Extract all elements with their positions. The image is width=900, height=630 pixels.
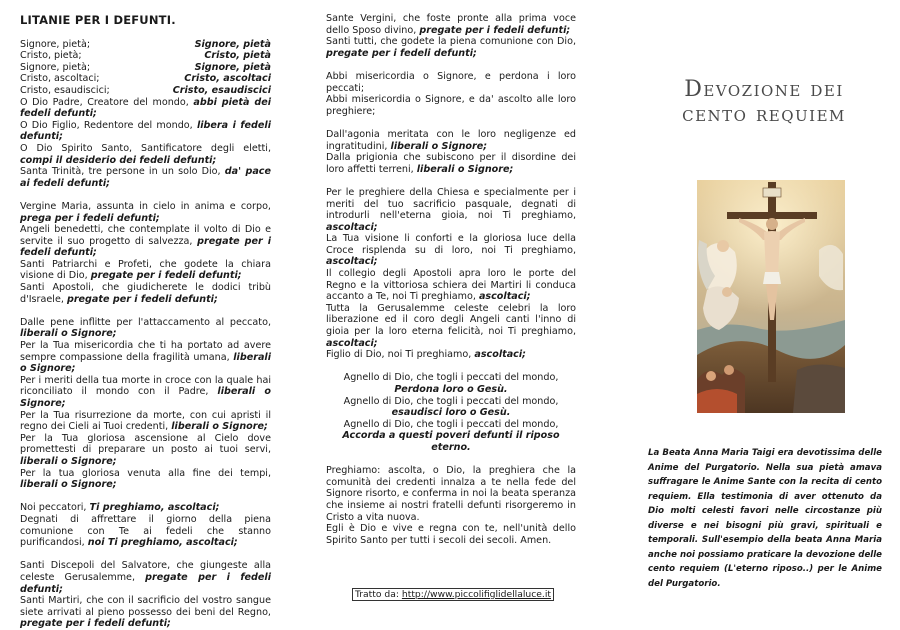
trinity-block (20, 97, 271, 190)
invocation-paragraph (326, 152, 576, 175)
church-block (326, 187, 576, 361)
invocation-response: ascoltaci; (326, 337, 378, 349)
invocation-response: pregate per i fedeli defunti; (20, 235, 271, 259)
invocation-response: libera i fedeli defunti; (20, 119, 271, 143)
invocation-text: Per la Tua misericordia che ti ha portato ad avere sempre compassione della fragilità umana, (20, 340, 271, 363)
invocation-response: liberali o Signore; (20, 351, 271, 375)
invocation-text: Per la Tua gloriosa ascensione al Cielo dove promettesti di preparare un posto ai tuoi servi, (20, 432, 271, 456)
invocation-response: liberali o Signore; (390, 140, 488, 152)
invocation-paragraph (326, 36, 576, 59)
crucifixion-image (697, 180, 845, 413)
invocation-response: ascoltaci; (326, 221, 378, 233)
invocation-row (20, 50, 271, 62)
invocation-text: Per i meriti della tua morte in croce con la quale hai riconciliato il mondo con il Padre, (20, 374, 271, 398)
invocation-response: Signore, pietà (194, 38, 271, 50)
source-label: Tratto da: (355, 589, 402, 600)
invocation-paragraph (20, 502, 271, 514)
invocation-text: Il collegio degli Apostoli apra loro le porte del Regno e la vittoriosa schiera dei Martiri li conduca accanto a Te, noi Ti preghiamo, (326, 268, 576, 303)
invocation-text: Per la tua gloriosa venuta alla fine dei tempi, (20, 467, 271, 479)
crucifixion-painting (697, 180, 845, 413)
invocation-paragraph (20, 433, 271, 468)
invocation-text: Santi Patriarchi e Profeti, che godete la chiara visione di Dio, (20, 258, 271, 282)
prayer-paragraph: Egli è Dio e vive e regna con te, nell'unità dello Spirito Santo per tutti i secoli dei secoli. Amen. (326, 523, 576, 546)
virgins-block (326, 13, 576, 59)
invocation-row (20, 62, 271, 74)
agony-block (326, 129, 576, 175)
prayer-paragraph: Preghiamo: ascolta, o Dio, la preghiera che la comunità dei credenti innalza a te nella fede del Signore risorto, e conferma in noi la beata speranza che insieme ai nostri fratelli defunti risorgeremo in Cristo a vita nuova. (326, 465, 576, 523)
invocation-paragraph (326, 129, 576, 152)
invocation-paragraph (20, 560, 271, 595)
invocation-response: Cristo, pietà (204, 50, 271, 62)
invocation-text: Degnati di affrettare il giorno della piena comunione con Te ai fedeli che stanno purificandosi, (20, 513, 271, 549)
invocation-text: O Dio Figlio, Redentore del mondo, (20, 119, 197, 131)
invocation-paragraph (20, 317, 271, 340)
invocation-paragraph (20, 514, 271, 549)
invocation-response: pregate per i fedeli defunti; (326, 47, 477, 59)
invocation-text: Dalle pene inflitte per l'attaccamento al peccato, (20, 316, 271, 328)
invocation-response: Ti preghiamo, ascoltaci; (89, 502, 220, 514)
invocation-paragraph (326, 71, 576, 94)
invocation-text: Cristo, esaudiscici; (20, 84, 110, 96)
invocation-text: Santa Trinità, tre persone in un solo Dio, (20, 166, 225, 178)
invocation-paragraph (20, 166, 271, 189)
invocation-response: abbi pietà dei fedeli defunti; (20, 96, 271, 120)
invocation-text: Sante Vergini, che foste pronte alla prima voce dello Sposo divino, (326, 13, 576, 36)
disciples-block (20, 560, 271, 630)
mercy-block (20, 317, 271, 491)
invocation-paragraph (20, 201, 271, 224)
invocation-paragraph (20, 410, 271, 433)
sinners-block (20, 502, 271, 548)
invocation-response: noi Ti preghiamo, ascoltaci; (87, 537, 238, 549)
invocation-text: Per le preghiere della Chiesa e specialmente per i meriti del tuo sacrificio pasquale, degnati di introdurli nell'eterna gioia, noi Ti preghiamo, (326, 186, 576, 222)
description-caption: La Beata Anna Maria Taigi era devotissima delle Anime del Purgatorio. Nella sua pietà amava suffragare le Anime Sante con la recita di cento requiem. Ella testimonia di aver ottenuto da Dio molti celesti favori nelle circostanze più diverse e nei bisogni più gravi, spirituali e temporali. Sull'esempio della beata Anna Maria anche noi possiamo praticare la devozione delle cento requiem (L'eterno riposo..) per le Anime del Purgatorio. (648, 448, 882, 589)
invocation-paragraph (326, 13, 576, 36)
source-link[interactable]: http://www.piccolifiglidellaluce.it (401, 589, 551, 600)
invocation-response: da' pace ai fedeli defunti; (20, 166, 271, 189)
invocation-response: compi il desiderio dei fedeli defunti; (20, 154, 217, 166)
invocation-text: Cristo, ascoltaci; (20, 73, 100, 85)
closing-prayer (326, 465, 576, 546)
invocation-response: ascoltaci; (326, 256, 378, 268)
agnus-dei-line: Agnello di Dio, che togli i peccati del mondo, (343, 395, 559, 407)
litany-heading: LITANIE PER I DEFUNTI. (20, 13, 176, 27)
invocation-paragraph (20, 259, 271, 282)
invocation-row (20, 85, 271, 97)
invocation-text: Tutta la Gerusalemme celeste celebri la loro liberazione ed il coro degli Angeli canti l'inno di gioia per la loro eterna felicità, noi Ti preghiamo, (326, 302, 576, 338)
invocation-text: Noi peccatori, (20, 502, 90, 514)
invocation-text: Per la Tua risurrezione da morte, con cui apristi il regno dei Cieli ai Tuoi credenti, (20, 409, 271, 433)
invocation-text: Santi Discepoli del Salvatore, che giungeste alla celeste Gerusalemme, (20, 560, 271, 583)
invocation-text: Signore, pietà; (20, 61, 91, 73)
invocation-text: Vergine Maria, assunta in cielo in anima e corpo, (20, 200, 271, 212)
invocation-row (20, 73, 271, 85)
brochure-title (628, 77, 900, 127)
invocation-response: Signore, pietà (194, 61, 271, 73)
invocation-response: Cristo, esaudiscici (172, 84, 271, 96)
invocation-text: O Dio Spirito Santo, Santificatore degli eletti, (20, 142, 271, 154)
invocation-paragraph (20, 595, 271, 630)
agnus-dei-response: esaudisci loro o Gesù. (391, 407, 511, 419)
saints-block (20, 201, 271, 305)
invocation-paragraph (326, 94, 576, 117)
invocation-text: Abbi misericordia o Signore, e da' ascolto alle loro preghiere; (326, 94, 576, 117)
invocation-paragraph (20, 224, 271, 259)
abbi-block (326, 71, 576, 117)
title-line-1: Devozione dei (684, 77, 844, 102)
agnus-dei-line: Agnello di Dio, che togli i peccati del mondo, (343, 372, 559, 384)
invocation-text: Santi Apostoli, che giudicherete le dodici tribù d'Israele, (20, 282, 271, 305)
invocation-text: O Dio Padre, Creatore del mondo, (20, 96, 194, 108)
invocation-text: Figlio di Dio, noi Ti preghiamo, (326, 349, 475, 361)
invocation-response: ascoltaci; (474, 349, 526, 361)
invocation-paragraph (20, 282, 271, 305)
invocation-text: Santi Martiri, che con il sacrificio del vostro sangue siete arrivati al pieno possesso dei beni del Regno, (20, 595, 271, 618)
invocation-paragraph (326, 349, 576, 361)
invocation-response: liberali o Signore; (20, 328, 117, 340)
invocation-response: liberali o Signore; (20, 479, 117, 491)
invocation-response: pregate per i fedeli defunti; (20, 618, 171, 630)
invocation-row (20, 39, 271, 51)
invocation-paragraph (326, 303, 576, 349)
title-line-2: cento requiem (682, 102, 846, 127)
invocation-paragraph (20, 120, 271, 143)
kyrie-block (20, 39, 271, 97)
invocation-paragraph (326, 187, 576, 233)
invocation-response: pregate per i fedeli defunti; (419, 24, 571, 36)
agnus-dei-response: Accorda a questi poveri defunti il riposo eterno. (342, 430, 560, 453)
invocation-response: ascoltaci; (478, 291, 531, 303)
invocation-text: Angeli benedetti, che contemplate il volto di Dio e servite il suo progetto di salvezza, (20, 224, 271, 247)
invocation-text: La Tua visione li conforti e la gloriosa luce della Croce risplenda su di loro, noi Ti preghiamo, (326, 233, 576, 256)
invocation-response: liberali o Signore; (416, 163, 514, 175)
invocation-text: Santi tutti, che godete la piena comunione con Dio, (326, 36, 576, 48)
invocation-response: pregate per i fedeli defunti; (66, 293, 218, 305)
agnus-dei-block (326, 372, 576, 453)
invocation-paragraph (20, 143, 271, 166)
source-note (352, 588, 554, 601)
invocation-paragraph (326, 233, 576, 268)
invocation-paragraph (20, 375, 271, 410)
invocation-paragraph (20, 97, 271, 120)
invocation-text: Abbi misericordia o Signore, e perdona i loro peccati; (326, 70, 576, 94)
litany-column-1 (20, 15, 271, 630)
invocation-text: Dalla prigionia che subiscono per il disordine dei loro affetti terreni, (326, 152, 576, 175)
invocation-paragraph (20, 468, 271, 491)
invocation-paragraph (326, 268, 576, 303)
invocation-text: Dall'agonia meritata con le loro negligenze ed ingratitudini, (326, 128, 576, 152)
invocation-response: prega per i fedeli defunti; (20, 212, 160, 224)
invocation-paragraph (20, 340, 271, 375)
invocation-response: liberali o Signore; (20, 386, 271, 409)
invocation-text: Cristo, pietà; (20, 50, 82, 62)
invocation-response: pregate per i fedeli defunti; (20, 571, 271, 595)
invocation-text: Signore, pietà; (20, 38, 91, 50)
invocation-response: liberali o Signore; (20, 455, 117, 467)
agnus-dei-line: Agnello di Dio, che togli i peccati del mondo, (343, 418, 559, 430)
invocation-response: Cristo, ascoltaci (184, 73, 271, 85)
agnus-dei-response: Perdona loro o Gesù. (394, 384, 508, 395)
invocation-response: liberali o Signore; (171, 421, 268, 433)
invocation-response: pregate per i fedeli defunti; (90, 270, 242, 282)
litany-column-2 (326, 13, 576, 546)
